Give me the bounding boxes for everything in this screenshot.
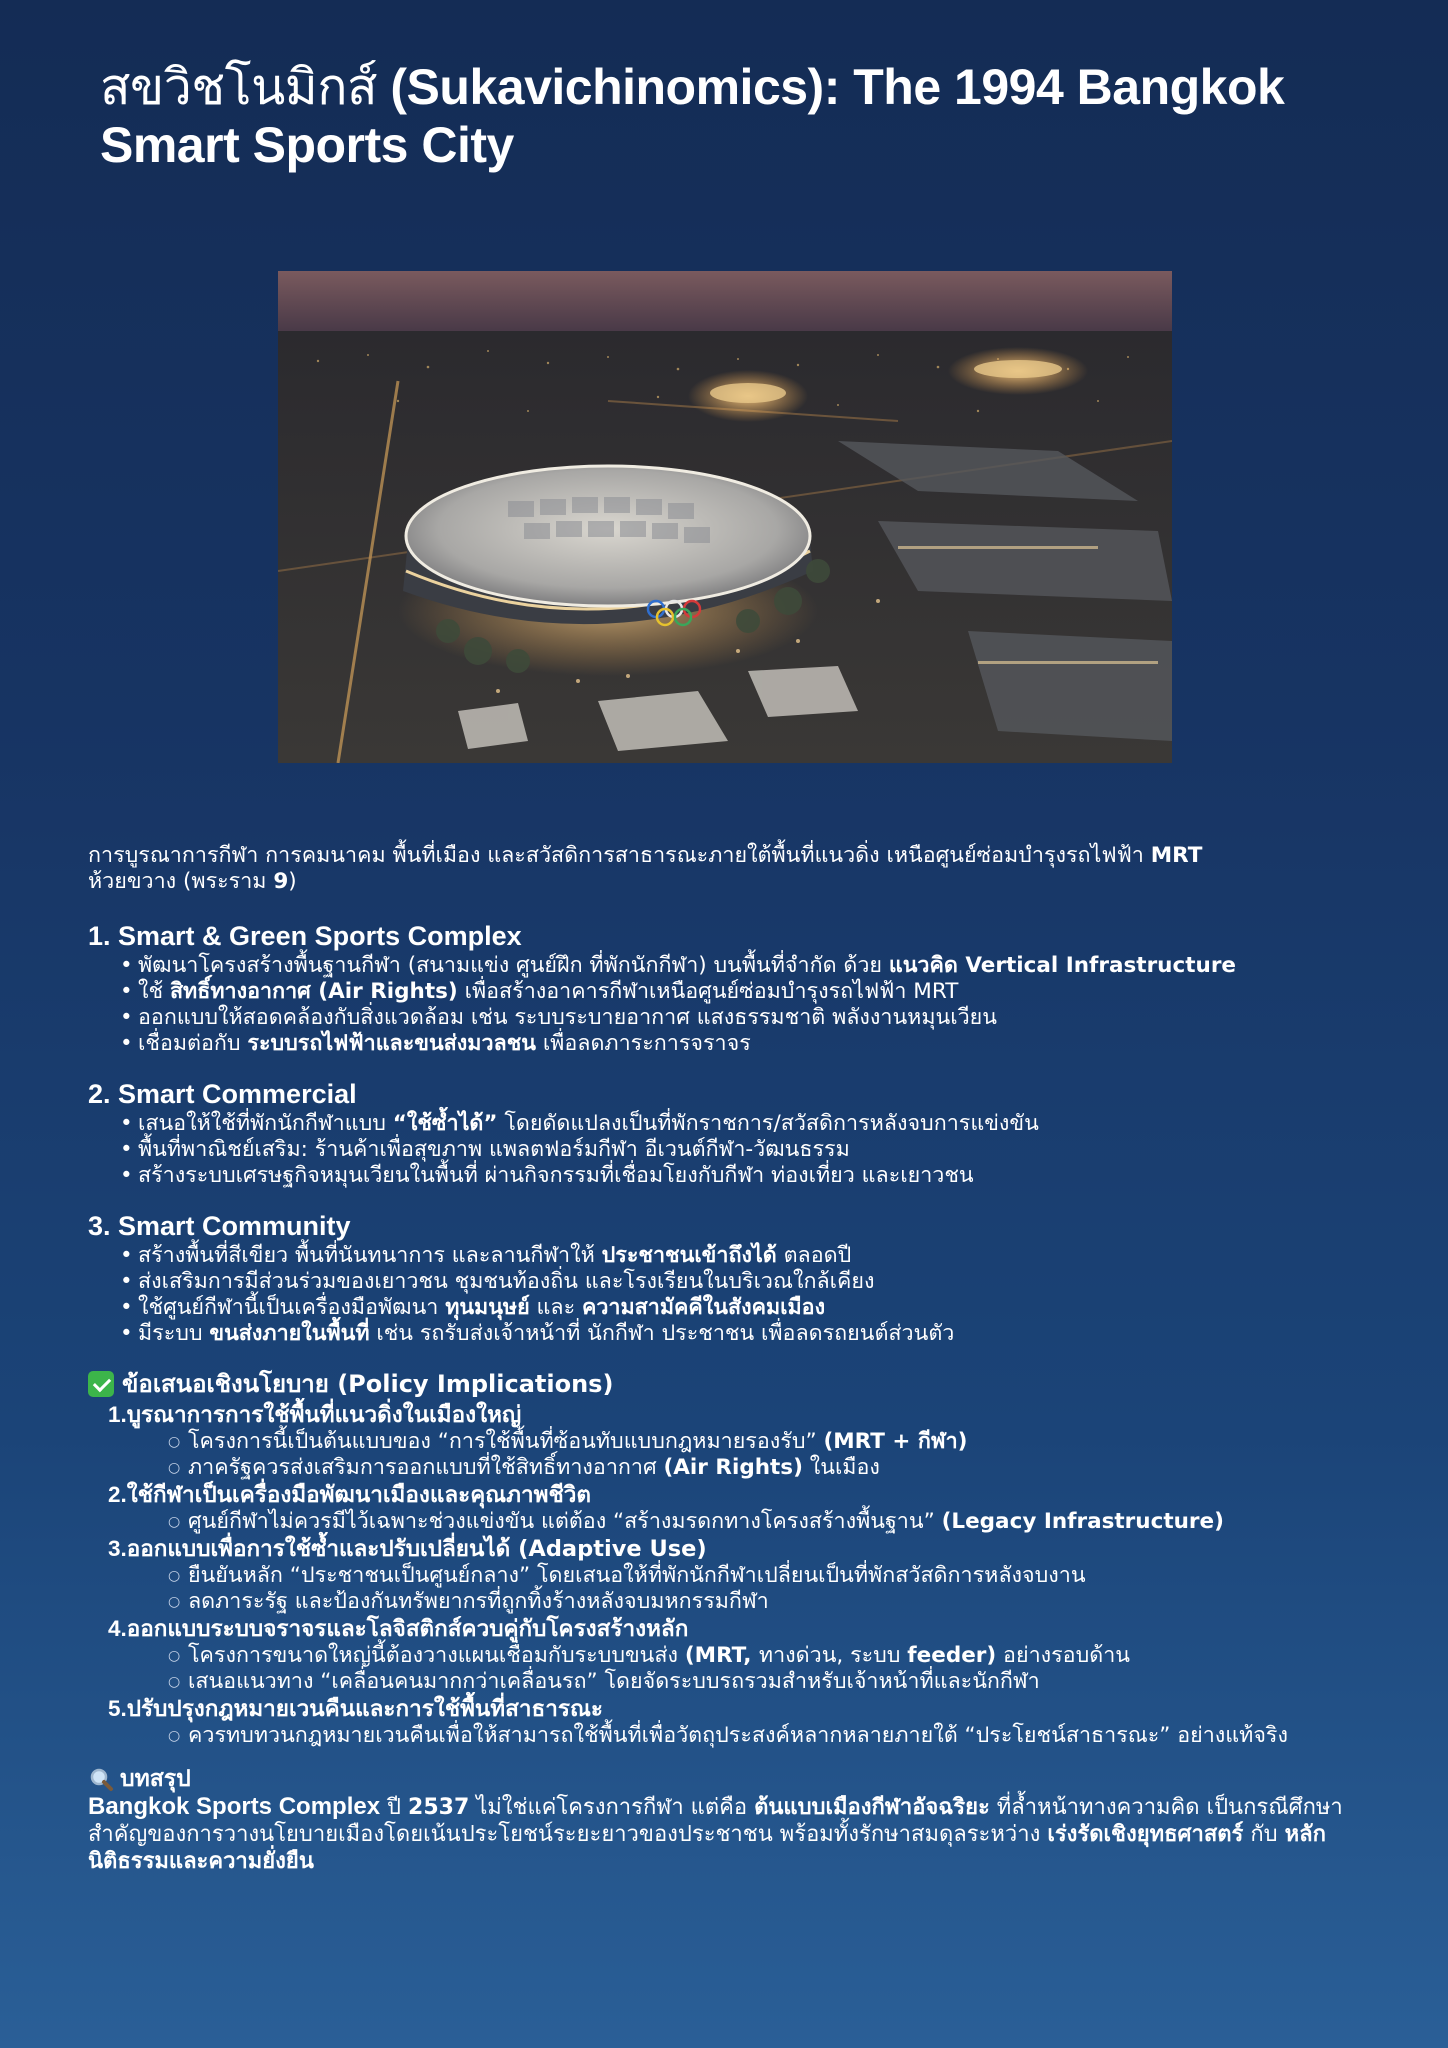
policy-sub-item: ○ โครงการนี้เป็นต้นแบบของ “การใช้พื้นที่ซ้อนทับแบบกฎหมายรองรับ” (MRT + กีฬา) bbox=[188, 1429, 1378, 1455]
section-smart-green bbox=[88, 921, 1378, 1057]
list-item: • เสนอให้ใช้ที่พักนักกีฬาแบบ “ใช้ซ้ำได้” โดยดัดแปลงเป็นที่พักราชการ/สวัสดิการหลังจบการแข่งขัน bbox=[138, 1111, 1378, 1137]
list-item: • มีระบบ ขนส่งภายในพื้นที่ เช่น รถรับส่งเจ้าหน้าที่ นักกีฬา ประชาชน เพื่อลดรถยนต์ส่วนตัว bbox=[138, 1321, 1378, 1347]
section-heading: 1. Smart & Green Sports Complex bbox=[88, 921, 522, 951]
check-mark-icon bbox=[88, 1371, 114, 1397]
section-heading: 2. Smart Commercial bbox=[88, 1079, 357, 1109]
policy-sub-item: ○ ยืนยันหลัก “ประชาชนเป็นศูนย์กลาง” โดยเสนอให้ที่พักนักกีฬาเปลี่ยนเป็นที่พักสวัสดิการหลังจบงาน bbox=[188, 1563, 1378, 1589]
policy-sub-item: ○ เสนอแนวทาง “เคลื่อนคนมากกว่าเคลื่อนรถ” โดยจัดระบบรถรวมสำหรับเจ้าหน้าที่และนักกีฬา bbox=[188, 1669, 1378, 1695]
page-title bbox=[100, 58, 1380, 174]
list-item: • ใช้ศูนย์กีฬานี้เป็นเครื่องมือพัฒนา ทุนมนุษย์ และ ความสามัคคีในสังคมเมือง bbox=[138, 1295, 1378, 1321]
list-item: • สร้างระบบเศรษฐกิจหมุนเวียนในพื้นที่ ผ่านกิจกรรมที่เชื่อมโยงกับกีฬา ท่องเที่ยว และเยาวชน bbox=[138, 1163, 1378, 1189]
summary-paragraph: Bangkok Sports Complex ปี 2537 ไม่ใช่แค่โครงการกีฬา แต่คือ ต้นแบบเมืองกีฬาอัจฉริยะ ที่ล้ำหน้าทางความคิด เป็นกรณีศึกษาสำคัญของการวางนโยบายเมืองโดยเน้นประโยชน์ระยะยาวของประชาชน พร้อมทั้งรักษาสมดุลระหว่าง เร่งรัดเชิงยุทธศาสตร์ กับ หลักนิติธรรมและความยั่งยืน bbox=[88, 1793, 1343, 1874]
policy-sub-item: ○ ลดภาระรัฐ และป้องกันทรัพยากรที่ถูกทิ้งร้างหลังจบมหกรรมกีฬา bbox=[188, 1589, 1378, 1615]
policy-item: 3.ออกแบบเพื่อการใช้ซ้ำและปรับเปลี่ยนได้ (Adaptive Use) ○ ยืนยันหลัก “ประชาชนเป็นศูนย์กลาง” โดยเสนอให้ที่พักนักกีฬาเปลี่ยนเป็นที่พักสวัสดิการหลังจบงาน ○ ลดภาระรัฐ และป้องกันทรัพยากรที่ถูกทิ้งร้างหลังจบมหกรรมกีฬา bbox=[108, 1535, 1378, 1615]
title-thai: สขวิชโนมิกส์ bbox=[100, 58, 377, 116]
content-body bbox=[88, 843, 1378, 1875]
policy-heading bbox=[88, 1369, 1378, 1399]
stadium-aerial-image bbox=[278, 271, 1172, 763]
summary-heading-text: บทสรุป bbox=[120, 1766, 191, 1792]
stadium-illustration bbox=[278, 271, 1172, 763]
policy-item: 4.ออกแบบระบบจราจรและโลจิสติกส์ควบคู่กับโครงสร้างหลัก ○ โครงการขนาดใหญ่นี้ต้องวางแผนเชื่อมกับระบบขนส่ง (MRT, ทางด่วน, ระบบ feeder) อย่างรอบด้าน ○ เสนอแนวทาง “เคลื่อนคนมากกว่าเคลื่อนรถ” โดยจัดระบบรถรวมสำหรับเจ้าหน้าที่และนักกีฬา bbox=[108, 1615, 1378, 1695]
list-item: • ส่งเสริมการมีส่วนร่วมของเยาวชน ชุมชนท้องถิ่น และโรงเรียนในบริเวณใกล้เคียง bbox=[138, 1269, 1378, 1295]
policy-item: 5.ปรับปรุงกฎหมายเวนคืนและการใช้พื้นที่สาธารณะ ○ ควรทบทวนกฎหมายเวนคืนเพื่อให้สามารถใช้พื้นที่เพื่อวัตถุประสงค์หลากหลายภายใต้ “ประโยชน์สาธารณะ” อย่างแท้จริง bbox=[108, 1695, 1378, 1749]
title-line2: Smart Sports City bbox=[100, 117, 514, 173]
policy-sub-item: ○ ควรทบทวนกฎหมายเวนคืนเพื่อให้สามารถใช้พื้นที่เพื่อวัตถุประสงค์หลากหลายภายใต้ “ประโยชน์สาธารณะ” อย่างแท้จริง bbox=[188, 1723, 1378, 1749]
section-heading: 3. Smart Community bbox=[88, 1211, 351, 1241]
list-item: • สร้างพื้นที่สีเขียว พื้นที่นันทนาการ และลานกีฬาให้ ประชาชนเข้าถึงได้ ตลอดปี bbox=[138, 1243, 1378, 1269]
intro-text: การบูรณาการกีฬา การคมนาคม พื้นที่เมือง และสวัสดิการสาธารณะภายใต้พื้นที่แนวดิ่ง เหนือศูนย์ซ่อมบำรุงรถไฟฟ้า bbox=[88, 843, 1151, 868]
list-item: • ใช้ สิทธิ์ทางอากาศ (Air Rights) เพื่อสร้างอาคารกีฬาเหนือศูนย์ซ่อมบำรุงรถไฟฟ้า MRT bbox=[138, 979, 1378, 1005]
policy-section bbox=[88, 1369, 1378, 1749]
section-smart-community bbox=[88, 1211, 1378, 1347]
magnifier-icon bbox=[88, 1766, 114, 1792]
title-english: (Sukavichinomics): The 1994 Bangkok bbox=[390, 59, 1285, 115]
intro-bold-9: 9 bbox=[273, 869, 289, 894]
list-item: • พัฒนาโครงสร้างพื้นฐานกีฬา (สนามแข่ง ศูนย์ฝึก ที่พักนักกีฬา) บนพื้นที่จำกัด ด้วย แนวคิด Vertical Infrastructure bbox=[138, 953, 1378, 979]
summary-heading bbox=[88, 1765, 1378, 1793]
list-item: • พื้นที่พาณิชย์เสริม: ร้านค้าเพื่อสุขภาพ แพลตฟอร์มกีฬา อีเวนต์กีฬา-วัฒนธรรม bbox=[138, 1137, 1378, 1163]
list-item: • เชื่อมต่อกับ ระบบรถไฟฟ้าและขนส่งมวลชน เพื่อลดภาระการจราจร bbox=[138, 1031, 1378, 1057]
policy-item: 2.ใช้กีฬาเป็นเครื่องมือพัฒนาเมืองและคุณภาพชีวิต ○ ศูนย์กีฬาไม่ควรมีไว้เฉพาะช่วงแข่งขัน แต่ต้อง “สร้างมรดกทางโครงสร้างพื้นฐาน” (Legacy Infrastructure) bbox=[108, 1481, 1378, 1535]
policy-sub-item: ○ ศูนย์กีฬาไม่ควรมีไว้เฉพาะช่วงแข่งขัน แต่ต้อง “สร้างมรดกทางโครงสร้างพื้นฐาน” (Legacy Infrastructure) bbox=[188, 1509, 1378, 1535]
policy-sub-item: ○ ภาครัฐควรส่งเสริมการออกแบบที่ใช้สิทธิ์ทางอากาศ (Air Rights) ในเมือง bbox=[188, 1455, 1378, 1481]
intro-bold-mrt: MRT bbox=[1150, 843, 1203, 868]
policy-heading-text: ข้อเสนอเชิงนโยบาย (Policy Implications) bbox=[122, 1370, 614, 1398]
policy-sub-item: ○ โครงการขนาดใหญ่นี้ต้องวางแผนเชื่อมกับระบบขนส่ง (MRT, ทางด่วน, ระบบ feeder) อย่างรอบด้าน bbox=[188, 1643, 1378, 1669]
intro-text-3: ) bbox=[288, 869, 297, 894]
section-smart-commercial bbox=[88, 1079, 1378, 1189]
list-item: • ออกแบบให้สอดคล้องกับสิ่งแวดล้อม เช่น ระบบระบายอากาศ แสงธรรมชาติ พลังงานหมุนเวียน bbox=[138, 1005, 1378, 1031]
intro-text-2: ห้วยขวาง (พระราม bbox=[88, 869, 274, 894]
intro-paragraph bbox=[88, 843, 1378, 895]
summary-section bbox=[88, 1765, 1378, 1875]
policy-item: 1.บูรณาการการใช้พื้นที่แนวดิ่งในเมืองใหญ่ ○ โครงการนี้เป็นต้นแบบของ “การใช้พื้นที่ซ้อนทับแบบกฎหมายรองรับ” (MRT + กีฬา) ○ ภาครัฐควรส่งเสริมการออกแบบที่ใช้สิทธิ์ทางอากาศ (Air Rights) ในเมือง bbox=[108, 1401, 1378, 1481]
